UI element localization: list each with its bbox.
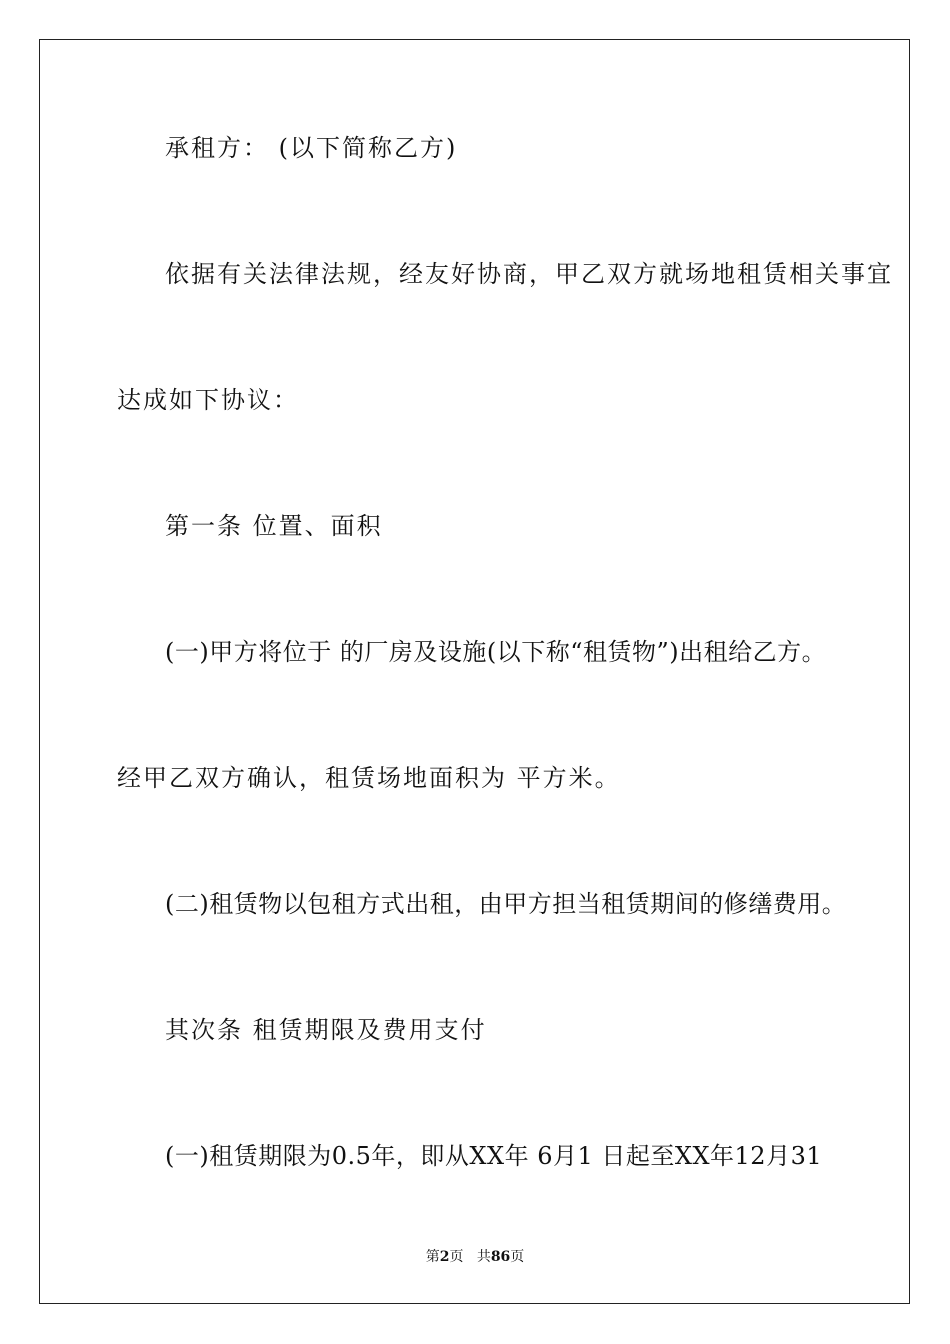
page-suffix: 页 (449, 1249, 464, 1265)
page-prefix: 第 (425, 1249, 440, 1265)
page-footer (0, 1248, 950, 1266)
article-2-heading: 其次条 租赁期限及费用支付 (165, 1016, 487, 1044)
intro-paragraph-line-1: 依据有关法律法规，经友好协商，甲乙双方就场地租赁相关事宜 (165, 260, 893, 288)
page-number: 2 (439, 1249, 450, 1265)
lessee-line: 承租方： (以下简称乙方) (165, 134, 458, 162)
page-border (39, 39, 910, 1304)
clause-1-1-line-1: (一)甲方将位于 的厂房及设施(以下称“租赁物”)出租给乙方。 (165, 638, 827, 666)
total-pages: 86 (490, 1249, 511, 1265)
total-suffix: 页 (510, 1249, 525, 1265)
clause-1-1-line-2: 经甲乙双方确认，租赁场地面积为 平方米。 (117, 764, 621, 792)
intro-paragraph-line-2: 达成如下协议： (117, 386, 299, 414)
article-1-heading: 第一条 位置、面积 (165, 512, 383, 540)
clause-2-1-line-1: (一)租赁期限为0.5年，即从XX年 6月1 日起至XX年12月31 (165, 1142, 823, 1170)
total-prefix: 共 (476, 1249, 491, 1265)
clause-1-2: (二)租赁物以包租方式出租，由甲方担当租赁期间的修缮费用。 (165, 890, 847, 918)
